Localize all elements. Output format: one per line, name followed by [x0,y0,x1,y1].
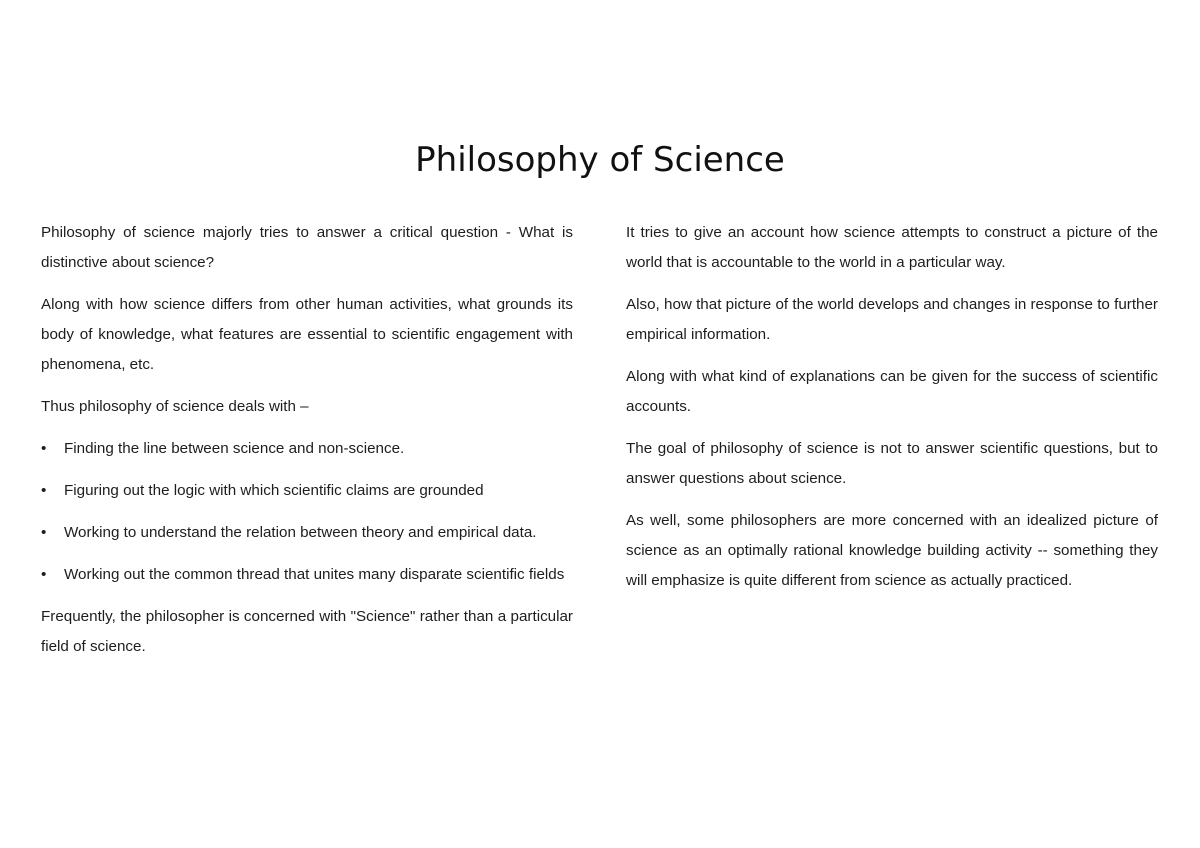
bullet-item-2 [41,476,573,506]
left-column [41,218,573,674]
bullet-item-1 [41,434,573,464]
bullet-icon: • [41,482,47,499]
right-paragraph-1: It tries to give an account how science attempts to construct a picture of the world that is accountable to the world in a particular way. [626,224,1158,271]
bullet-item-4 [41,560,573,590]
slide-title: Philosophy of Science [415,140,785,180]
left-paragraph-1: Philosophy of science majorly tries to answer a critical question - What is distinctive about science? [41,224,573,271]
bullet-text: Finding the line between science and non-science. [64,440,405,457]
bullet-text: Working out the common thread that unites many disparate scientific fields [64,566,565,583]
left-paragraph-4: Frequently, the philosopher is concerned with "Science" rather than a particular field of science. [41,608,573,655]
left-paragraph-3: Thus philosophy of science deals with – [41,398,309,415]
left-paragraph-2: Along with how science differs from other human activities, what grounds its body of knowledge, what features are essential to scientific engagement with phenomena, etc. [41,296,573,373]
bullet-text: Working to understand the relation between theory and empirical data. [64,524,537,541]
right-column [626,218,1158,608]
bullet-icon: • [41,566,47,583]
right-paragraph-5: As well, some philosophers are more concerned with an idealized picture of science as an optimally rational knowledge building activity -- something they will emphasize is quite different from science as actually practiced. [626,512,1158,589]
right-paragraph-3: Along with what kind of explanations can be given for the success of scientific accounts. [626,368,1158,415]
bullet-list [41,434,573,590]
right-paragraph-2: Also, how that picture of the world develops and changes in response to further empirical information. [626,296,1158,343]
right-paragraph-4: The goal of philosophy of science is not to answer scientific questions, but to answer questions about science. [626,440,1158,487]
bullet-item-3 [41,518,573,548]
bullet-icon: • [41,524,47,541]
bullet-text: Figuring out the logic with which scientific claims are grounded [64,482,484,499]
bullet-icon: • [41,440,47,457]
